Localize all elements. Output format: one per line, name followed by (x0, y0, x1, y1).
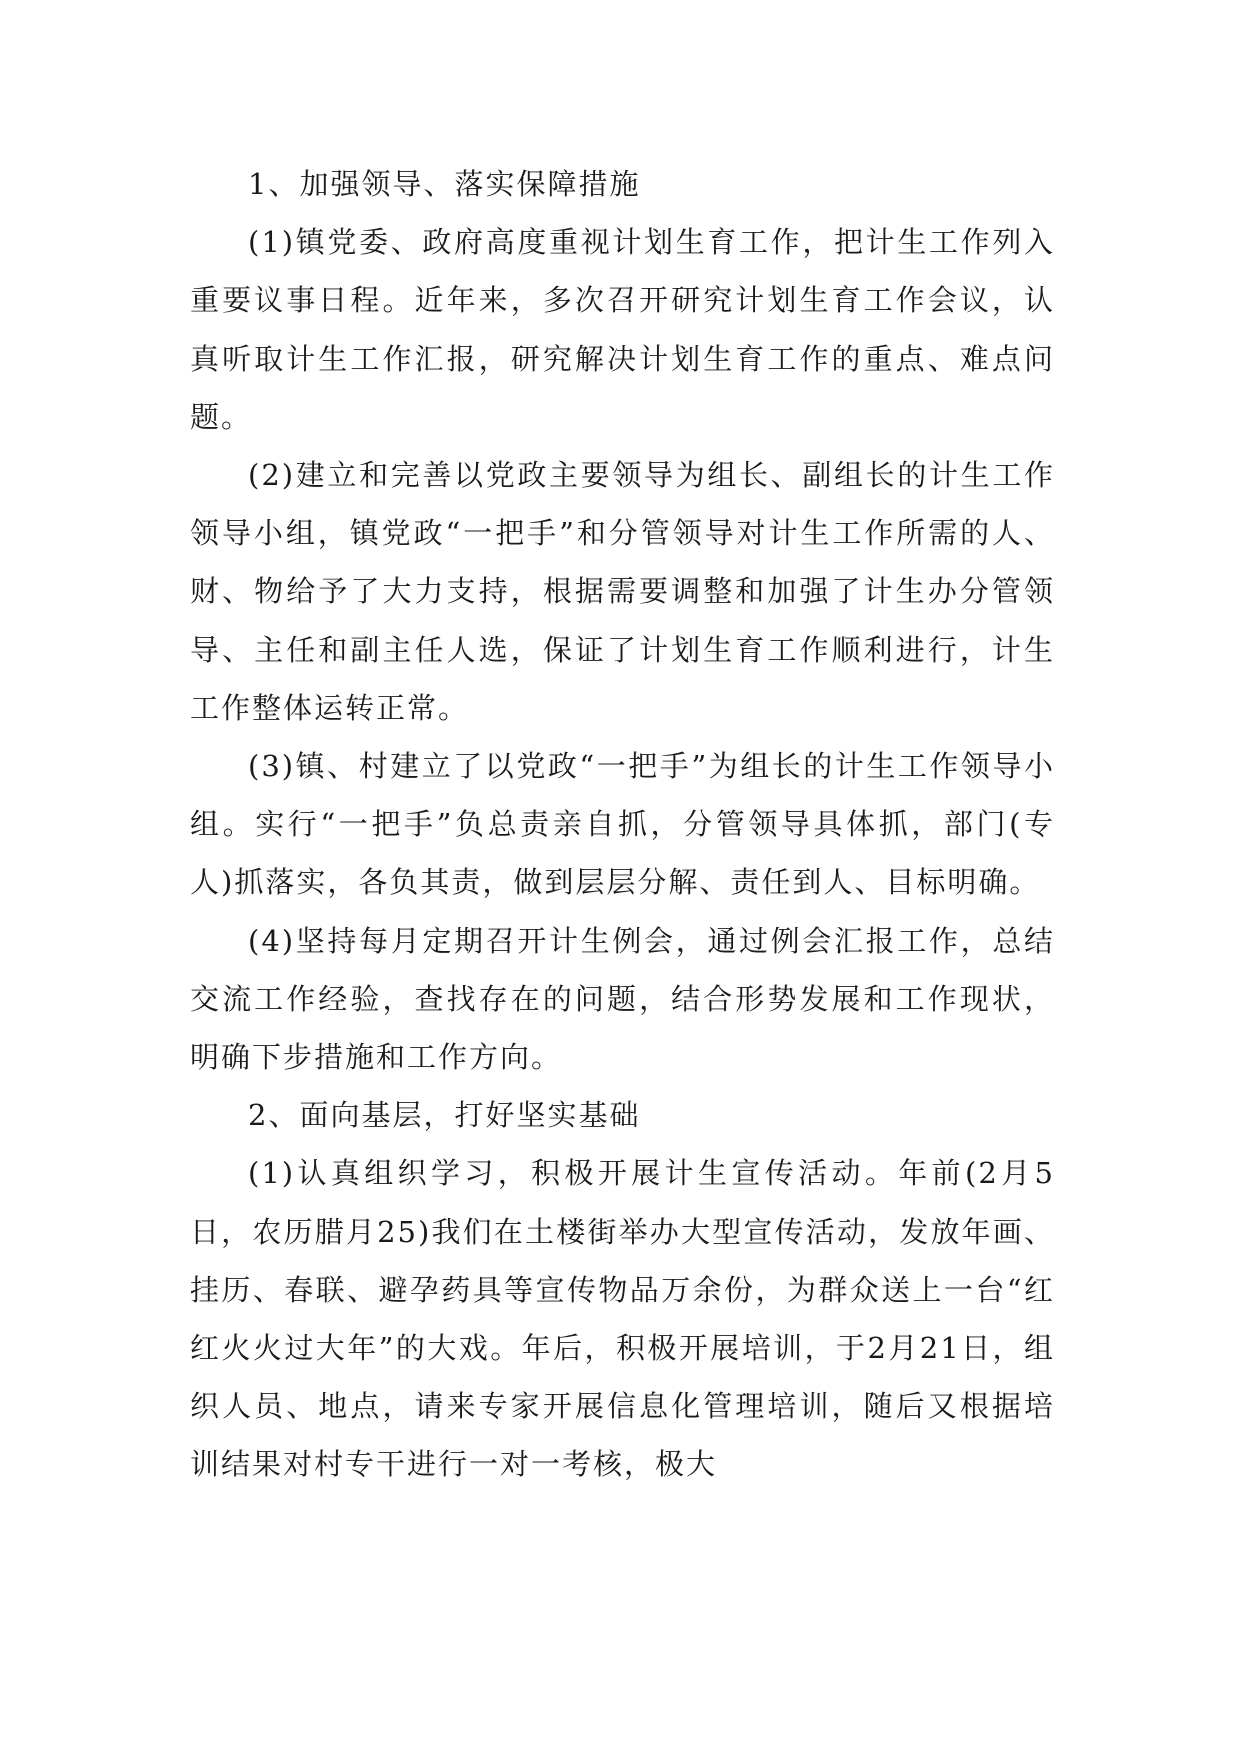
paragraph-1-4: (4)坚持每月定期召开计生例会，通过例会汇报工作，总结交流工作经验，查找存在的问题，结合形势发展和工作现状，明确下步措施和工作方向。 (190, 923, 1055, 1075)
paragraph-1-3: (3)镇、村建立了以党政“一把手”为组长的计生工作领导小组。实行“一把手”负总责亲自抓，分管领导具体抓，部门(专人)抓落实，各负其责，做到层层分解、责任到人、目标明确。 (190, 749, 1055, 900)
section-heading-1: 1、加强领导、落实保障措施 (248, 167, 641, 201)
document-body (190, 155, 1055, 1494)
paragraph-2-1: (1)认真组织学习，积极开展计生宣传活动。年前(2月5日，农历腊月25)我们在土楼街举办大型宣传活动，发放年画、挂历、春联、避孕药具等宣传物品万余份，为群众送上一台“红红火火过大年”的大戏。年后，积极开展培训，于2月21日，组织人员、地点，请来专家开展信息化管理培训，随后又根据培训结果对村专干进行一对一考核，极大 (190, 1156, 1055, 1482)
paragraph-1-1: (1)镇党委、政府高度重视计划生育工作，把计生工作列入重要议事日程。近年来，多次召开研究计划生育工作会议，认真听取计生工作汇报，研究解决计划生育工作的重点、难点问题。 (190, 225, 1055, 434)
paragraph-1-2: (2)建立和完善以党政主要领导为组长、副组长的计生工作领导小组，镇党政“一把手”和分管领导对计生工作所需的人、财、物给予了大力支持，根据需要调整和加强了计生办分管领导、主任和副主任人选，保证了计划生育工作顺利进行，计生工作整体运转正常。 (190, 458, 1055, 725)
section-heading-2: 2、面向基层，打好坚实基础 (248, 1098, 641, 1133)
